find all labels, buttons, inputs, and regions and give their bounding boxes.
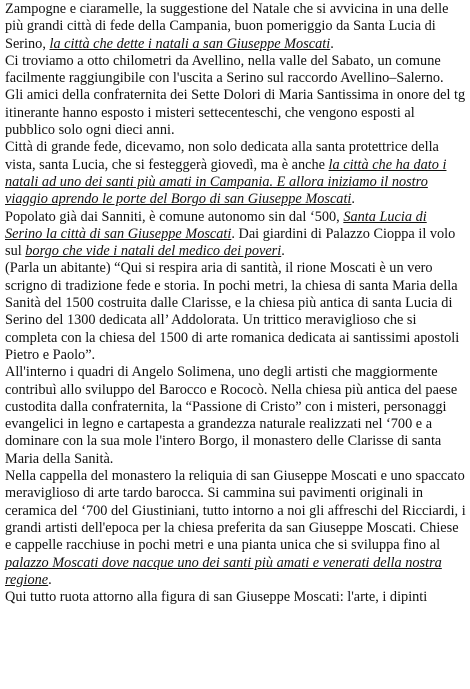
paragraph-4-text-1: Città di grande fede, dicevamo, non solo dedicata alla santa protettrice della vista, santa Lucia, che si festeggerà giovedì, ma è anche	[5, 139, 439, 173]
paragraph-3-text-1: Gli amici della confraternita dei Sette Dolori di Maria Santissima in onore del tg itinerante hanno esposto i misteri settecenteschi, che vengono esposti al pubblico solo ogni dieci anni.	[5, 87, 466, 139]
paragraph-5-underlined-text-2: borgo che vide i natali del medico dei poveri	[25, 243, 282, 260]
paragraph-5	[5, 209, 466, 261]
paragraph-6-text-1: (Parla un abitante) “Qui si respira aria di santità, il rione Moscati è un vero scrigno di tradizione fede e storia. In pochi metri, la chiesa di santa Maria della Sanità del 1500 costruita dalle Clarisse, e la chiesa più antica di santa Lucia di Serino del 1300 dedicata all’ Addolorata. Un trittico meraviglioso che si completa con la chiesa del 1500 di arte romanica dedicata ai santissimi apostoli Pietro e Paolo”.	[5, 260, 460, 363]
paragraph-5-underlined-text-1: Santa Lucia di Serino la città di san Giuseppe Moscati	[5, 208, 427, 242]
paragraph-7-text-1: All'interno i quadri di Angelo Solimena, uno degli artisti che maggiormente contribuì allo sviluppo del Barocco e Rococò. Nella chiesa più antica del paese custodita dalla confraternita, la “Passione di Cristo” con i misteri, personaggi evangelici in legno e cartapesta a grandezza naturale realizzati nel ‘700 e a dominare con la sua mole l'intero Borgo, il monastero delle Clarisse di santa Maria della Sanità.	[5, 364, 458, 467]
paragraph-4-underlined-text: la città che ha dato i natali ad uno dei santi più amati in Campania. E allora iniziamo il nostro viaggio aprendo le porte del Borgo di san Giuseppe Moscati	[5, 156, 447, 208]
paragraph-5-text-1: Popolato già dai Sanniti, è comune autonomo sin dal ‘500,	[5, 208, 344, 225]
paragraph-5-text-3: .	[281, 243, 285, 260]
paragraph-4	[5, 139, 466, 208]
paragraph-8-text-1: Nella cappella del monastero la reliquia di san Giuseppe Moscati e uno spaccato meraviglioso di arte tardo barocca. Si cammina sui pavimenti originali in ceramica del ‘700 del Giustiniani, tutto intorno a noi gli affreschi del Ricciardi, i grandi artisti dell'epoca per la chiesa preferita da san Giuseppe Moscati. Chiese e cappelle racchiuse in pochi metri e una pianta unica che si sviluppa fino al	[5, 468, 466, 554]
paragraph-4-text-2: .	[351, 191, 355, 208]
paragraph-7	[5, 364, 466, 468]
paragraph-8-text-2: .	[48, 571, 52, 588]
paragraph-5-text-2: . Dai giardini di Palazzo Cioppa il volo sul	[5, 225, 456, 260]
paragraph-3	[5, 87, 466, 139]
paragraph-1-text-1: Zampogne e ciaramelle, la suggestione del Natale che si avvicina in una delle più grandi città di fede della Campania, buon pomeriggio da Santa Lucia di Serino,	[5, 1, 449, 52]
paragraph-1	[5, 1, 466, 53]
paragraph-9	[5, 589, 466, 606]
paragraph-9-text-1: Qui tutto ruota attorno alla figura di san Giuseppe Moscati: l'arte, i dipinti	[5, 589, 428, 606]
paragraph-2	[5, 53, 466, 88]
paragraph-1-text-2: .	[330, 35, 334, 52]
paragraph-8	[5, 468, 466, 589]
paragraph-8-underlined-text: palazzo Moscati dove nacque uno dei santi più amati e venerati della nostra regione	[5, 554, 442, 588]
paragraph-1-link-text: la città che dette i natali a san Giuseppe Moscati	[49, 35, 331, 52]
paragraph-2-text-1: Ci troviamo a otto chilometri da Avellino, nella valle del Sabato, un comune facilmente raggiungibile con l'uscita a Serino sul raccordo Avellino–Salerno.	[5, 52, 444, 87]
paragraph-6	[5, 260, 466, 364]
